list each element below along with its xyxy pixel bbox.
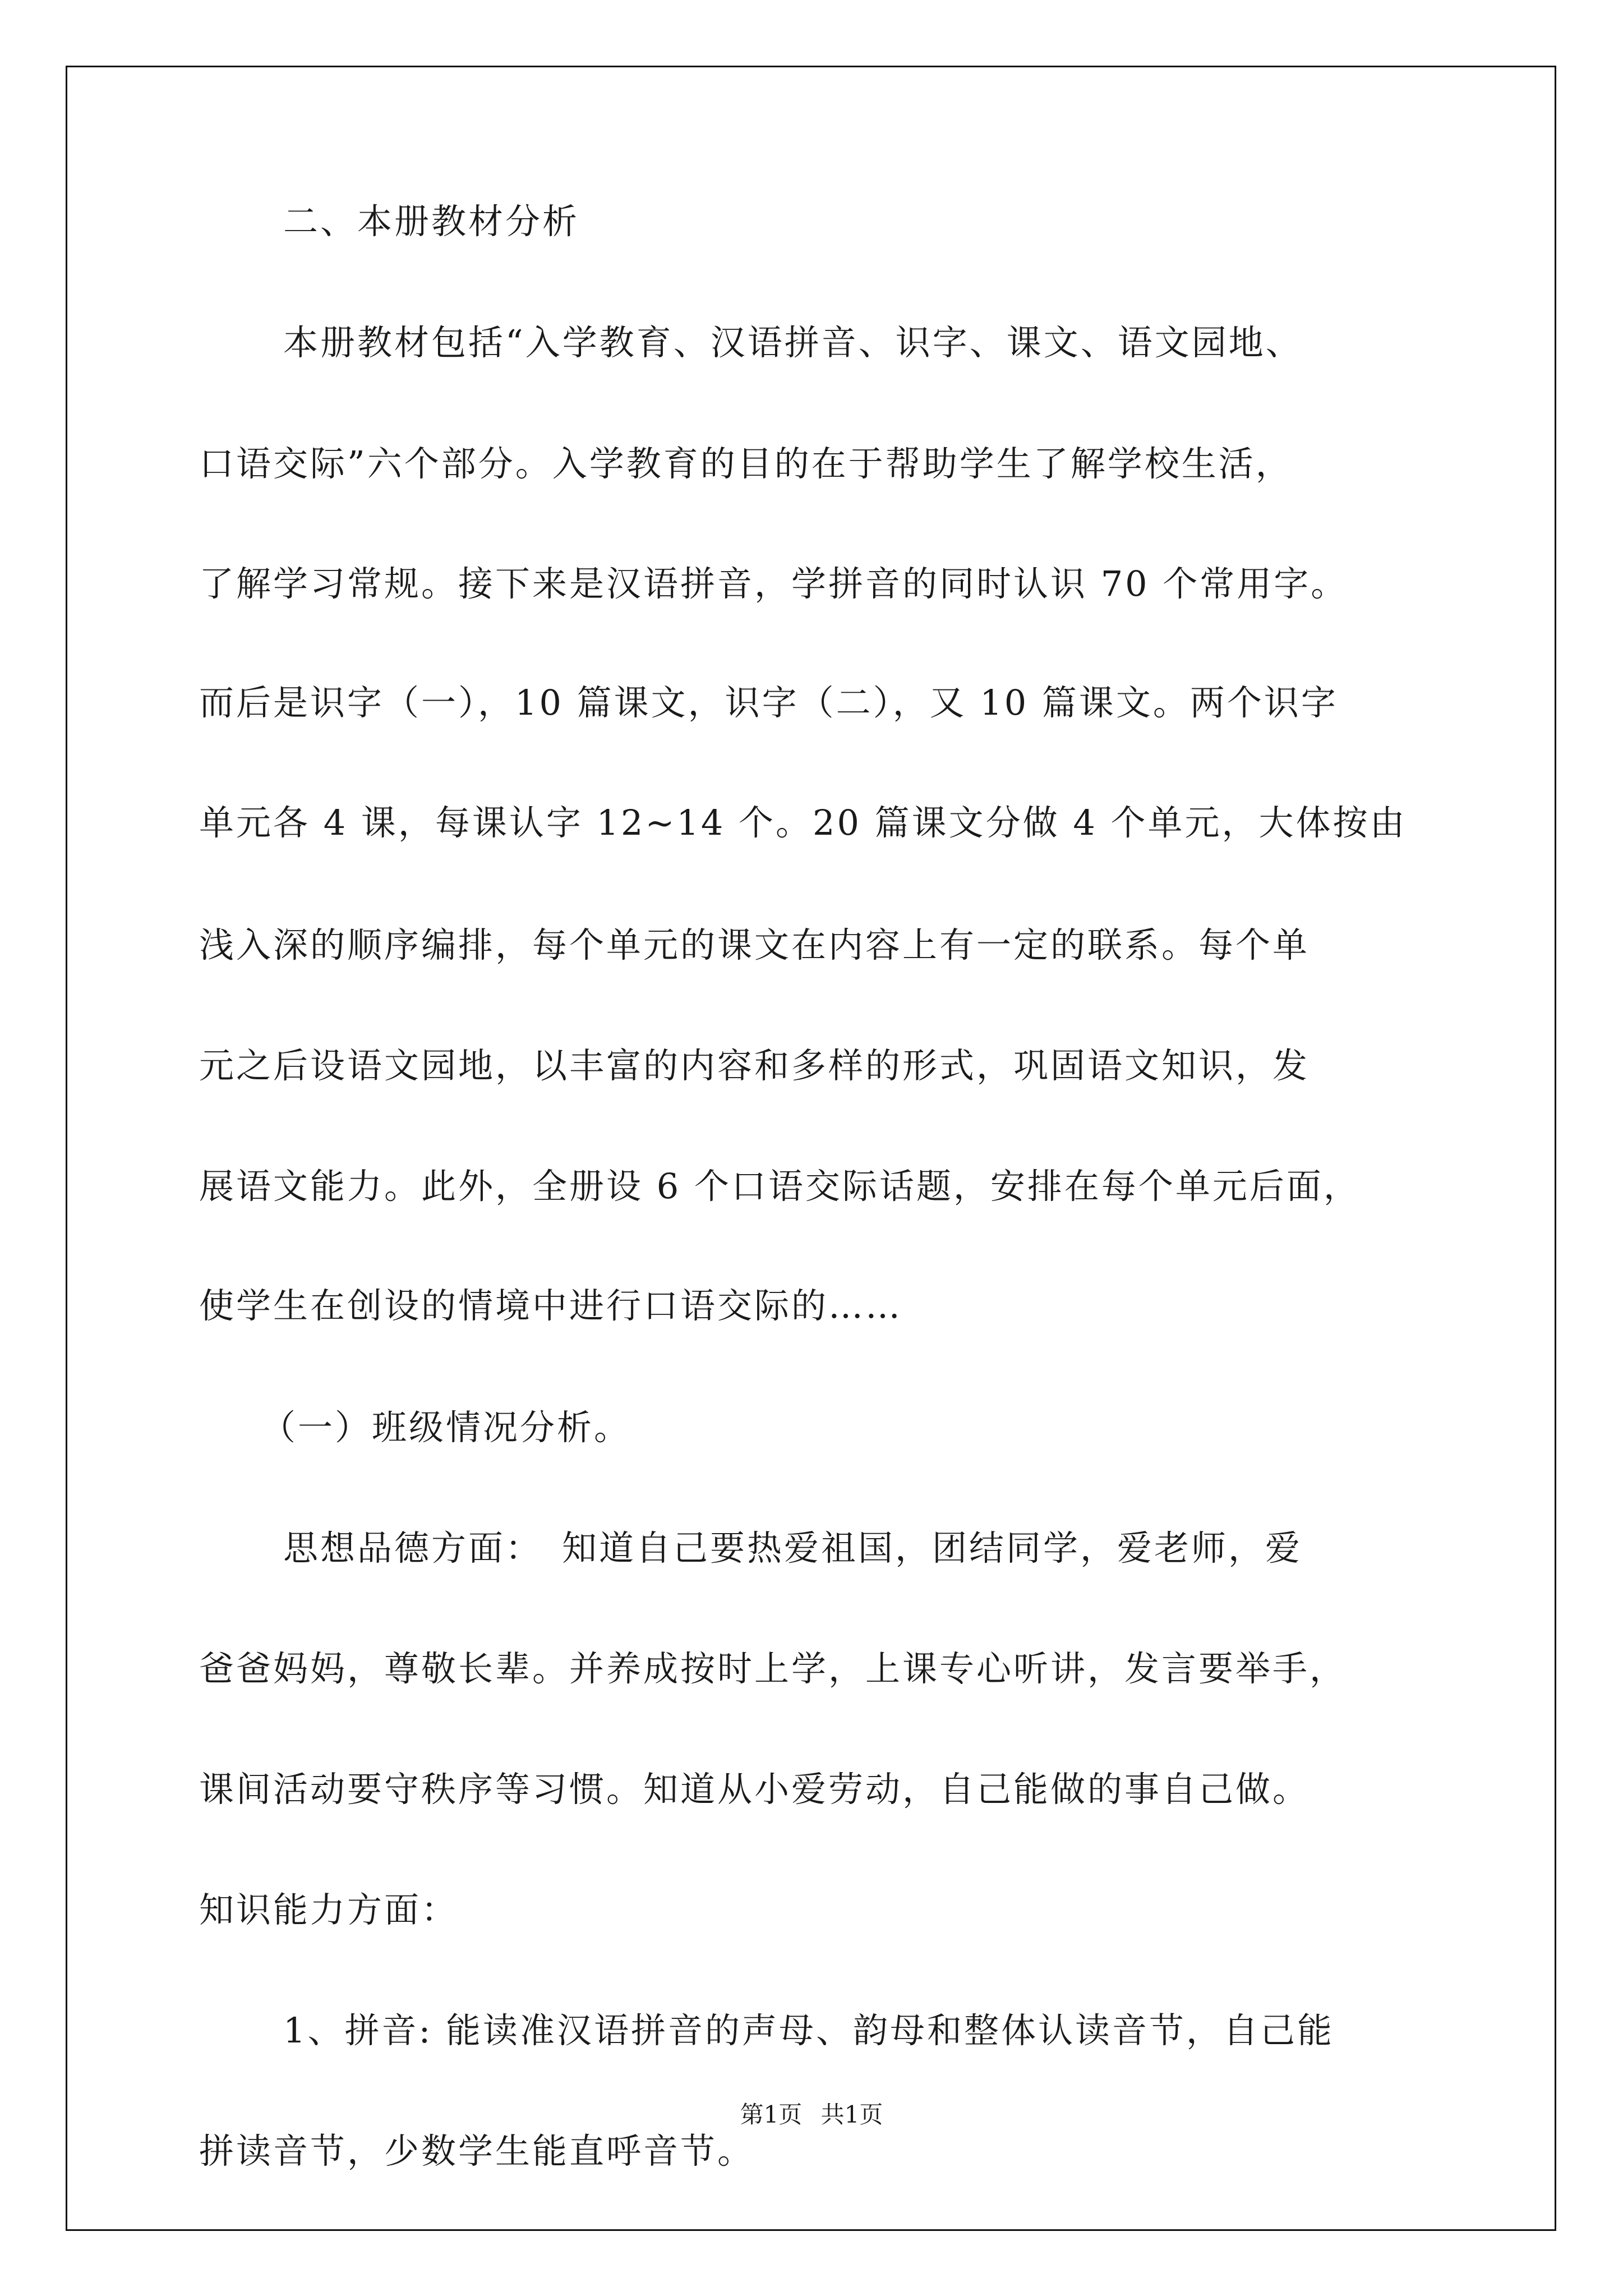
text-line: 课间活动要守秩序等习惯。知道从小爱劳动，自己能做的事自己做。 [199, 1769, 1310, 1810]
current-page-label: 第1页 [740, 2101, 803, 2128]
text-line: 使学生在创设的情境中进行口语交际的…… [199, 1285, 903, 1326]
total-pages-label: 共1页 [820, 2101, 883, 2128]
text-line: 元之后设语文园地，以丰富的内容和多样的形式，巩固语文知识，发 [199, 1045, 1310, 1086]
text-line: 二、本册教材分析 [283, 201, 580, 242]
text-line: 浅入深的顺序编排，每个单元的课文在内容上有一定的联系。每个单 [199, 924, 1310, 965]
text-line: 本册教材包括“入学教育、汉语拼音、识字、课文、语文园地、 [283, 322, 1303, 363]
text-line: 爸爸妈妈，尊敬长辈。并养成按时上学，上课专心听讲，发言要举手， [199, 1648, 1347, 1689]
text-line: 思想品德方面： 知道自己要热爱祖国，团结同学，爱老师，爱 [283, 1527, 1303, 1568]
text-line: 拼读音节，少数学生能直呼音节。 [199, 2131, 755, 2171]
page-footer [0, 2101, 1623, 2129]
text-line: 1、拼音: 能读准汉语拼音的声母、韵母和整体认读音节，自己能 [283, 2010, 1335, 2051]
text-line: 口语交际”六个部分。入学教育的目的在于帮助学生了解学校生活， [199, 443, 1293, 484]
text-line: 知识能力方面： [199, 1889, 459, 1930]
text-line: 而后是识字（一），10 篇课文，识字（二），又 10 篇课文。两个识字 [199, 682, 1338, 723]
text-line: 单元各 4 课，每课认字 12~14 个。20 篇课文分做 4 个单元，大体按由 [199, 802, 1407, 843]
text-line: （一）班级情况分析。 [261, 1407, 631, 1448]
text-line: 展语文能力。此外，全册设 6 个口语交际话题，安排在每个单元后面， [199, 1166, 1361, 1207]
text-line: 了解学习常规。接下来是汉语拼音，学拼音的同时认识 70 个常用字。 [199, 563, 1348, 604]
